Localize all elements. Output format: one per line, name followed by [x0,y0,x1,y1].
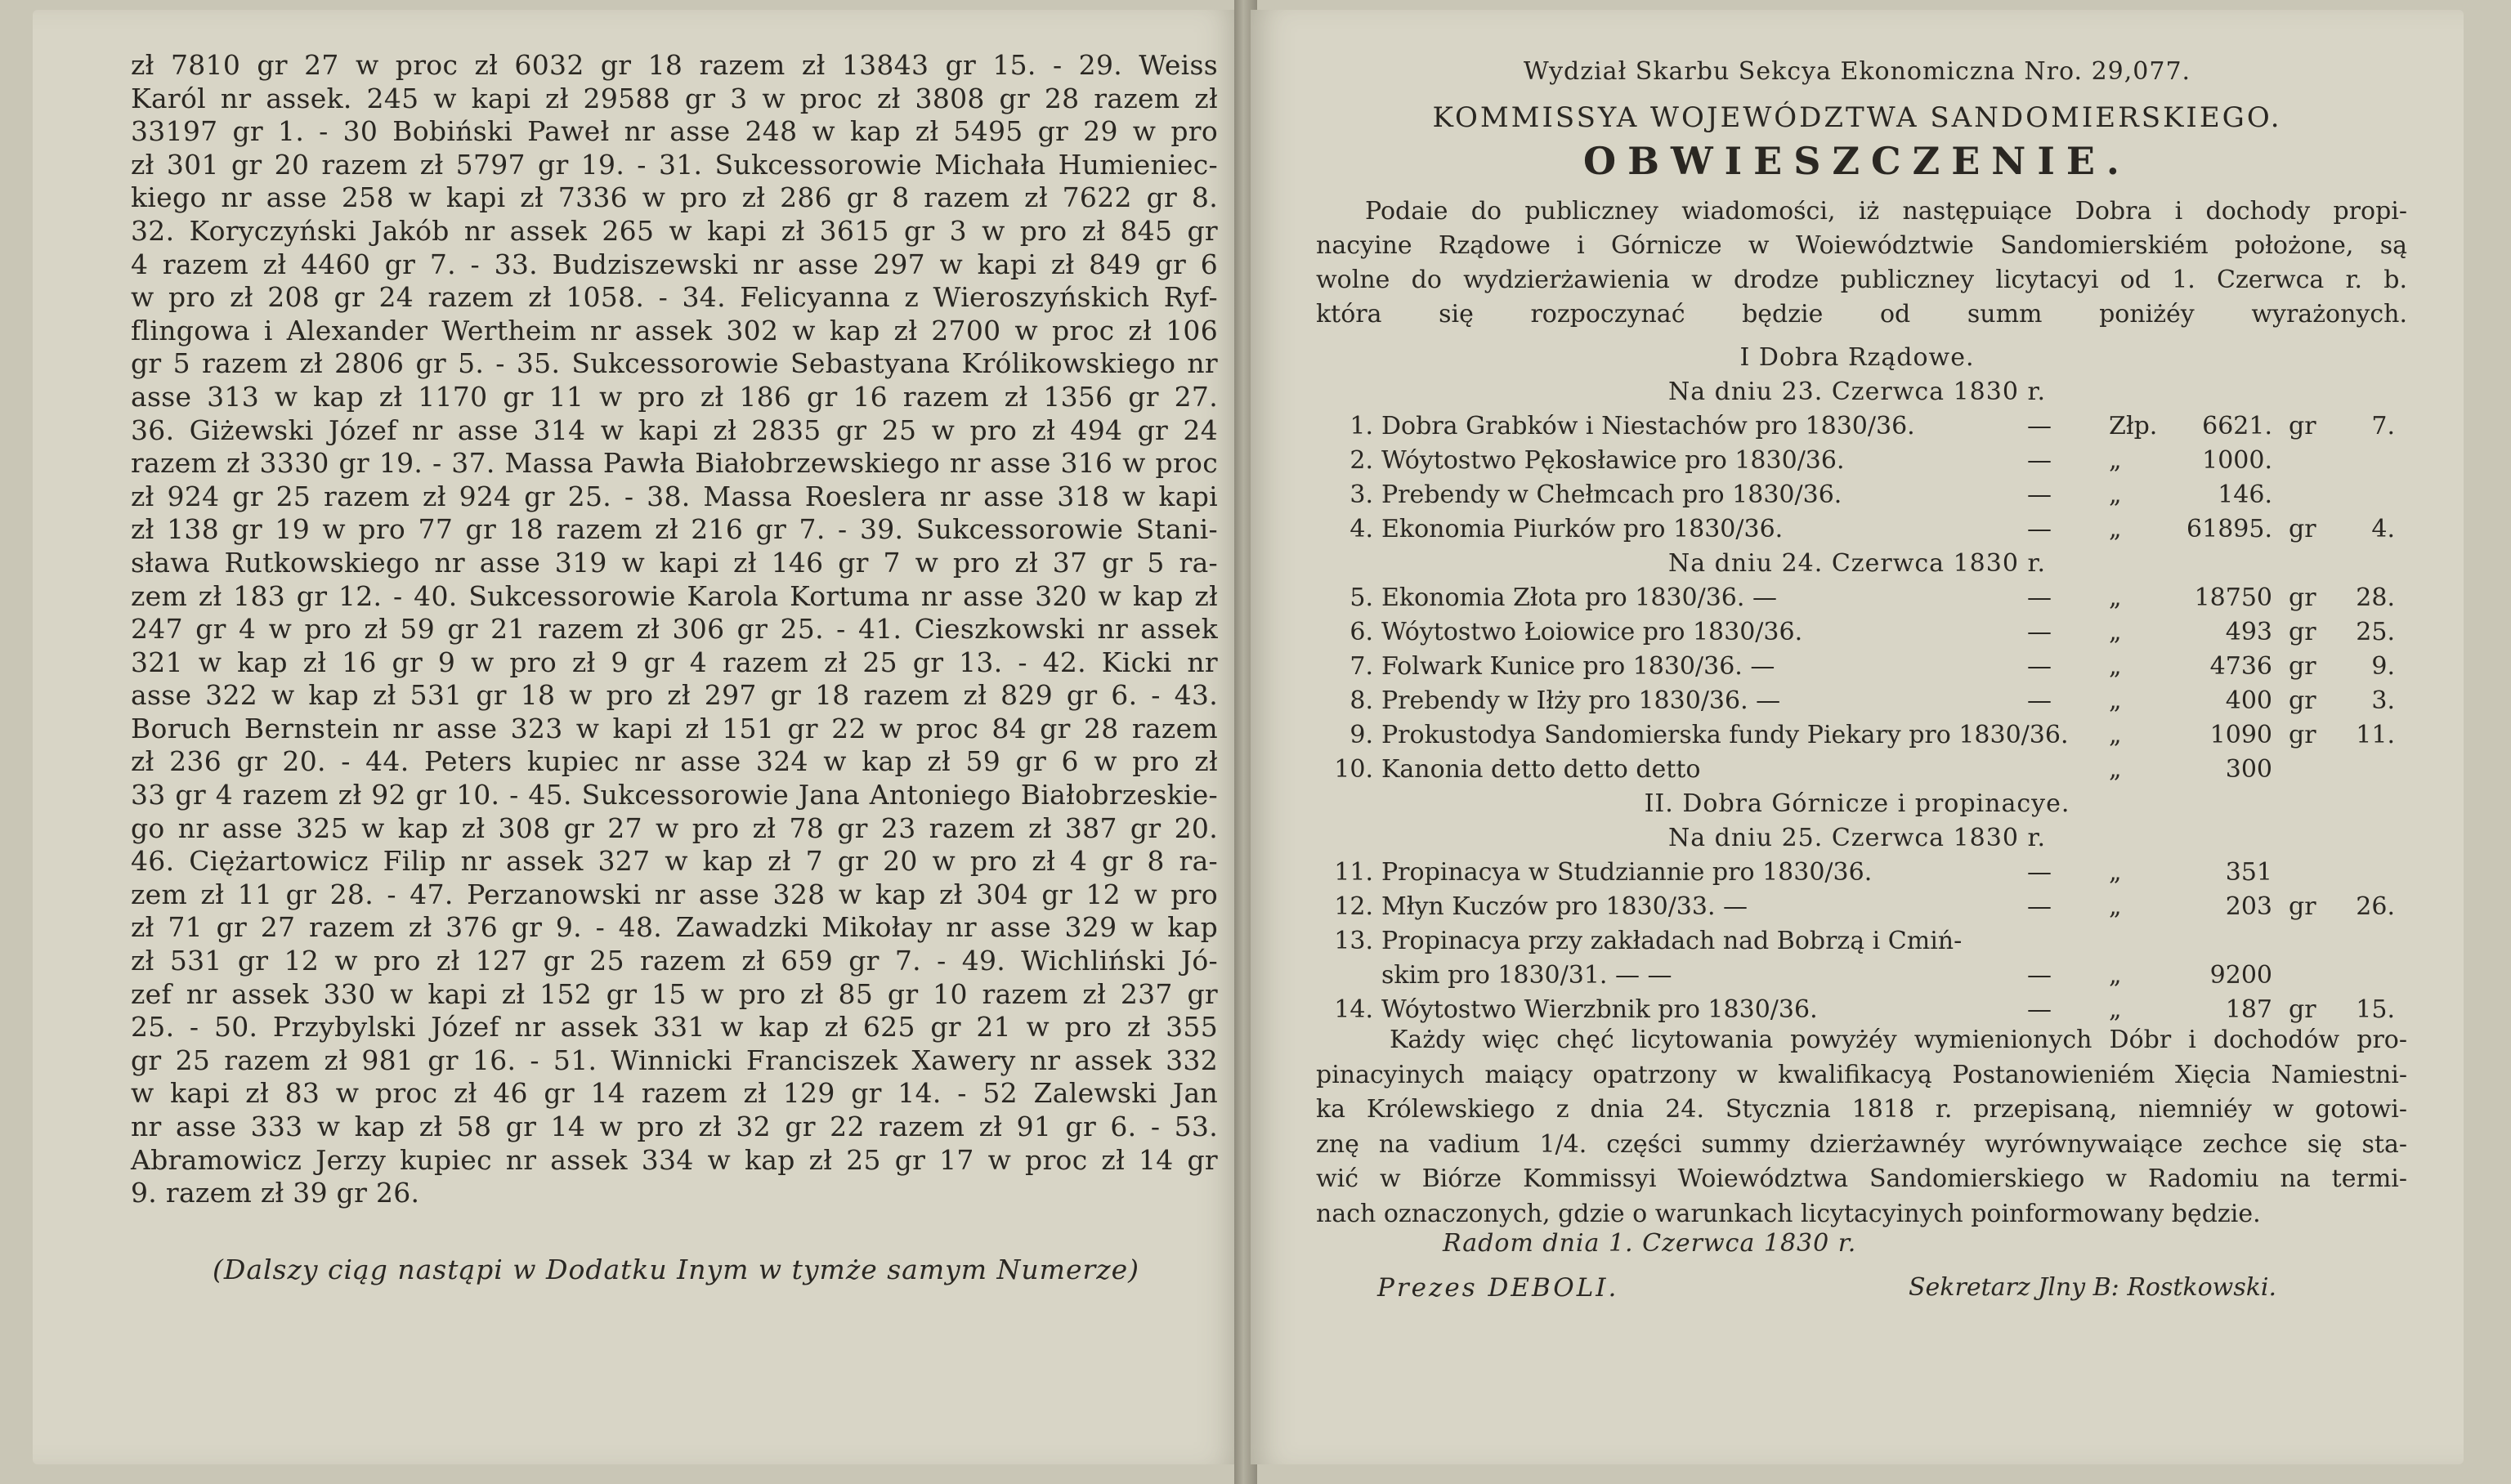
left-page [33,10,1241,1464]
item-row [1251,446,2464,481]
item-dash: — [2027,446,2052,475]
continuation-note: (Dalszy ciąg nastąpi w Dodatku Inym w tymże samym Numerze) [213,1254,1140,1285]
text-line: zef nr assek 330 w kapi zł 152 gr 15 w pro zł 85 gr 10 razem zł 237 gr [131,977,1218,1010]
item-currency: „ [2109,583,2122,612]
item-currency: „ [2109,755,2122,784]
text-line: 36. Giżewski Józef nr asse 314 w kapi zł 2835 gr 25 w pro zł 494 gr 24 [131,413,1218,446]
closing-line: wić w Biórze Kommissyi Woiewództwa Sandomierskiego w Radomiu na termi- [1316,1164,2407,1193]
text-line: 247 gr 4 w pro zł 59 gr 21 razem zł 306 gr 25. - 41. Cieszkowski nr assek [131,613,1218,646]
item-amount: 351 [2225,858,2272,887]
closing-line: pinacyinych maiący opatrzony w kwalifikacyą Postanowieniém Xięcia Namiestni- [1316,1060,2407,1089]
item-gr-label: gr [2289,721,2316,749]
text-line: zem zł 11 gr 28. - 47. Perzanowski nr asse 328 w kap zł 304 gr 12 w pro [131,878,1218,910]
item-row [1251,927,2464,961]
signature-president: Prezes DEBOLI. [1377,1273,1619,1303]
text-line: gr 5 razem zł 2806 gr 5. - 35. Sukcessorowie Sebastyana Królikowskiego nr [131,347,1218,380]
text-line: zł 236 gr 20. - 44. Peters kupiec nr asse 324 w kap zł 59 gr 6 w pro zł [131,745,1218,778]
item-row [1251,961,2464,995]
item-description: Folwark Kunice pro 1830/36. — [1381,652,1775,681]
item-description: Ekonomia Piurków pro 1830/36. [1381,515,1784,543]
text-line: 32. Koryczyński Jakób nr assek 265 w kapi zł 3615 gr 3 w pro zł 845 gr [131,214,1218,247]
item-description: Ekonomia Złota pro 1830/36. — [1381,583,1777,612]
closing-line: nach oznaczonych, gdzie o warunkach licytacyinych poinformowany będzie. [1316,1199,2261,1228]
item-description: Wóytostwo Pękosławice pro 1830/36. [1381,446,1845,475]
intro-paragraph [1316,194,2407,332]
item-row [1251,686,2464,721]
text-line: 4 razem zł 4460 gr 7. - 33. Budziszewski nr asse 297 w kapi zł 849 gr 6 [131,248,1218,280]
text-line: w kapi zł 83 w proc zł 46 gr 14 razem zł 129 gr 14. - 52 Zalewski Jan [131,1077,1218,1110]
item-currency: Złp. [2109,412,2158,440]
item-gr-label: gr [2289,686,2316,715]
item-number: 3. [1349,481,1373,509]
signature-secretary: Sekretarz Jlny B: Rostkowski. [1909,1273,2277,1302]
auction-date-2: Na dniu 24. Czerwca 1830 r. [1667,549,2047,578]
text-line: zł 7810 gr 27 w proc zł 6032 gr 18 razem zł 13843 gr 15. - 29. Weiss [131,49,1218,81]
item-amount: 1000. [2202,446,2272,475]
item-number: 6. [1349,618,1373,646]
item-currency: „ [2109,892,2122,921]
item-dash: — [2027,995,2052,1024]
item-row [1251,721,2464,755]
item-row [1251,583,2464,618]
text-line: zem zł 183 gr 12. - 40. Sukcessorowie Karola Kortuma nr asse 320 w kap zł [131,579,1218,612]
text-line: asse 322 w kap zł 531 gr 18 w pro zł 297 gr 18 razem zł 829 gr 6. - 43. [131,679,1218,712]
left-page-text [131,49,1218,1210]
item-row [1251,652,2464,686]
item-description: skim pro 1830/31. — — [1381,961,1672,990]
place-date: Radom dnia 1. Czerwca 1830 r. [1443,1229,1857,1258]
item-grosze: 15. [2356,995,2395,1024]
item-number: 4. [1349,515,1373,543]
item-description: Prebendy w Iłży pro 1830/36. — [1381,686,1781,715]
item-amount: 146. [2218,481,2272,509]
item-grosze: 11. [2356,721,2395,749]
text-line: kiego nr asse 258 w kapi zł 7336 w pro zł 286 gr 8 razem zł 7622 gr 8. [131,181,1218,214]
item-description: Wóytostwo Łoiowice pro 1830/36. [1381,618,1803,646]
item-gr-label: gr [2289,652,2316,681]
item-currency: „ [2109,686,2122,715]
text-line: zł 71 gr 27 razem zł 376 gr 9. - 48. Zawadzki Mikołay nr asse 329 w kap [131,911,1218,944]
item-gr-label: gr [2289,412,2316,440]
intro-line: która się rozpoczynać będzie od summ poniżéy wyrażonych. [1316,300,2407,329]
item-currency: „ [2109,995,2122,1024]
closing-paragraph [1316,1023,2407,1231]
text-line: gr 25 razem zł 981 gr 16. - 51. Winnicki Franciszek Xawery nr assek 332 [131,1044,1218,1076]
intro-line: nacyine Rządowe i Górnicze w Woiewództwie Sandomierskiém położone, są [1316,231,2407,260]
item-description: Propinacya w Studziannie pro 1830/36. [1381,858,1873,887]
item-dash: — [2027,583,2052,612]
item-amount: 493 [2225,618,2272,646]
text-line: 33 gr 4 razem zł 92 gr 10. - 45. Sukcessorowie Jana Antoniego Białobrzeskie- [131,779,1218,811]
text-line: nr asse 333 w kap zł 58 gr 14 w pro zł 32 gr 22 razem zł 91 gr 6. - 53. [131,1111,1218,1142]
item-gr-label: gr [2289,892,2316,921]
item-number: 5. [1349,583,1373,612]
item-grosze: 9. [2371,652,2395,681]
text-line: zł 924 gr 25 razem zł 924 gr 25. - 38. Massa Roeslera nr asse 318 w kapi [131,480,1218,512]
text-line: zł 138 gr 19 w pro 77 gr 18 razem zł 216 gr 7. - 39. Sukcessorowie Stani- [131,513,1218,546]
item-description: Prokustodya Sandomierska fundy Piekary pro 1830/36. [1381,721,2069,749]
item-amount: 18750 [2194,583,2272,612]
item-dash: — [2027,686,2052,715]
item-row [1251,481,2464,515]
item-number: 8. [1349,686,1373,715]
closing-line: Każdy więc chęć licytowania powyżéy wymienionych Dóbr i dochodów pro- [1390,1026,2407,1054]
item-grosze: 28. [2356,583,2395,612]
item-description: Propinacya przy zakładach nad Bobrzą i Cmiń- [1381,927,1963,955]
commission-header: KOMMISSYA WOJEWÓDZTWA SANDOMIERSKIEGO. [1432,101,2282,134]
item-row [1251,515,2464,549]
item-number: 9. [1349,721,1373,749]
item-dash: — [2027,652,2052,681]
section-heading-1: I Dobra Rządowe. [1739,343,1975,372]
auction-date-3: Na dniu 25. Czerwca 1830 r. [1667,824,2047,852]
item-dash: — [2027,412,2052,440]
item-currency: „ [2109,446,2122,475]
item-number: 14. [1334,995,1373,1024]
item-currency: „ [2109,481,2122,509]
item-grosze: 25. [2356,618,2395,646]
item-dash: — [2027,481,2052,509]
item-row [1251,412,2464,446]
item-description: Kanonia detto detto detto [1381,755,1701,784]
right-page [1251,10,2464,1464]
item-amount: 187 [2225,995,2272,1024]
intro-line: wolne do wydzierżawienia w drodze publiczney licytacyi od 1. Czerwca r. b. [1316,266,2407,294]
item-dash: — [2027,515,2052,543]
item-amount: 9200 [2209,961,2272,990]
item-description: Wóytostwo Wierzbnik pro 1830/36. [1381,995,1818,1024]
item-description: Młyn Kuczów pro 1830/33. — [1381,892,1748,921]
section-heading-2: II. Dobra Górnicze i propinacye. [1644,789,2070,818]
text-line: w pro zł 208 gr 24 razem zł 1058. - 34. Felicyanna z Wieroszyńskich Ryf- [131,281,1218,314]
text-line: 33197 gr 1. - 30 Bobiński Paweł nr asse 248 w kap zł 5495 gr 29 w pro [131,115,1218,148]
text-line: asse 313 w kap zł 1170 gr 11 w pro zł 186 gr 16 razem zł 1356 gr 27. [131,380,1218,413]
department-header: Wydział Skarbu Sekcya Ekonomiczna Nro. 29,077. [1523,57,2191,86]
text-line: zł 301 gr 20 razem zł 5797 gr 19. - 31. Sukcessorowie Michała Humieniec- [131,148,1218,181]
text-line: flingowa i Alexander Wertheim nr assek 302 w kap zł 2700 w proc zł 106 [131,314,1218,346]
item-currency: „ [2109,515,2122,543]
intro-line: Podaie do publiczney wiadomości, iż następuiące Dobra i dochody propi- [1365,197,2407,226]
item-description: Dobra Grabków i Niestachów pro 1830/36. [1381,412,1915,440]
text-line: 9. razem zł 39 gr 26. [131,1177,420,1209]
text-line: sława Rutkowskiego nr asse 319 w kapi zł 146 gr 7 w pro zł 37 gr 5 ra- [131,546,1218,579]
item-gr-label: gr [2289,618,2316,646]
item-number: 13. [1334,927,1373,955]
item-row [1251,755,2464,789]
text-line: zł 531 gr 12 w pro zł 127 gr 25 razem zł 659 gr 7. - 49. Wichliński Jó- [131,945,1218,977]
item-dash: — [2027,858,2052,887]
text-line: 25. - 50. Przybylski Józef nr assek 331 w kap zł 625 gr 21 w pro zł 355 [131,1011,1218,1044]
item-description: Prebendy w Chełmcach pro 1830/36. [1381,481,1842,509]
item-amount: 61895. [2186,515,2272,543]
closing-line: znę na vadium 1/4. części summy dzierżawnéy wyrównywaiące zechce się sta- [1316,1129,2407,1159]
item-grosze: 7. [2371,412,2395,440]
text-line: Boruch Bernstein nr asse 323 w kapi zł 151 gr 22 w proc 84 gr 28 razem [131,712,1218,744]
item-number: 11. [1334,858,1373,887]
item-gr-label: gr [2289,995,2316,1024]
item-row [1251,618,2464,652]
item-currency: „ [2109,858,2122,887]
item-grosze: 4. [2371,515,2395,543]
item-amount: 203 [2225,892,2272,921]
item-gr-label: gr [2289,583,2316,612]
text-line: go nr asse 325 w kap zł 308 gr 27 w pro zł 78 gr 23 razem zł 387 gr 20. [131,811,1218,844]
item-number: 7. [1349,652,1373,681]
item-currency: „ [2109,721,2122,749]
text-line: 321 w kap zł 16 gr 9 w pro zł 9 gr 4 razem zł 25 gr 13. - 42. Kicki nr [131,646,1218,678]
item-number: 10. [1334,755,1373,784]
item-grosze: 3. [2371,686,2395,715]
text-line: Karól nr assek. 245 w kapi zł 29588 gr 3 w proc zł 3808 gr 28 razem zł [131,82,1218,114]
closing-line: ka Królewskiego z dnia 24. Stycznia 1818 r. przepisaną, niemniéy w gotowi- [1316,1095,2407,1124]
item-row [1251,892,2464,927]
item-grosze: 26. [2356,892,2395,921]
item-gr-label: gr [2289,515,2316,543]
notice-title: OBWIESZCZENIE. [1583,139,2131,183]
item-amount: 6621. [2202,412,2272,440]
text-line: razem zł 3330 gr 19. - 37. Massa Pawła Białobrzewskiego nr asse 316 w proc [131,447,1218,480]
item-amount: 4736 [2209,652,2272,681]
item-currency: „ [2109,652,2122,681]
item-row [1251,858,2464,892]
item-dash: — [2027,618,2052,646]
item-dash: — [2027,961,2052,990]
item-number: 1. [1349,412,1373,440]
text-line: Abramowicz Jerzy kupiec nr assek 334 w kap zł 25 gr 17 w proc zł 14 gr [131,1143,1218,1176]
item-currency: „ [2109,618,2122,646]
item-amount: 300 [2225,755,2272,784]
item-dash: — [2027,892,2052,921]
item-amount: 400 [2225,686,2272,715]
item-number: 2. [1349,446,1373,475]
item-number: 12. [1334,892,1373,921]
text-line: 46. Ciężartowicz Filip nr assek 327 w kap zł 7 gr 20 w pro zł 4 gr 8 ra- [131,845,1218,878]
item-currency: „ [2109,961,2122,990]
auction-date-1: Na dniu 23. Czerwca 1830 r. [1667,378,2047,406]
item-amount: 1090 [2209,721,2272,749]
